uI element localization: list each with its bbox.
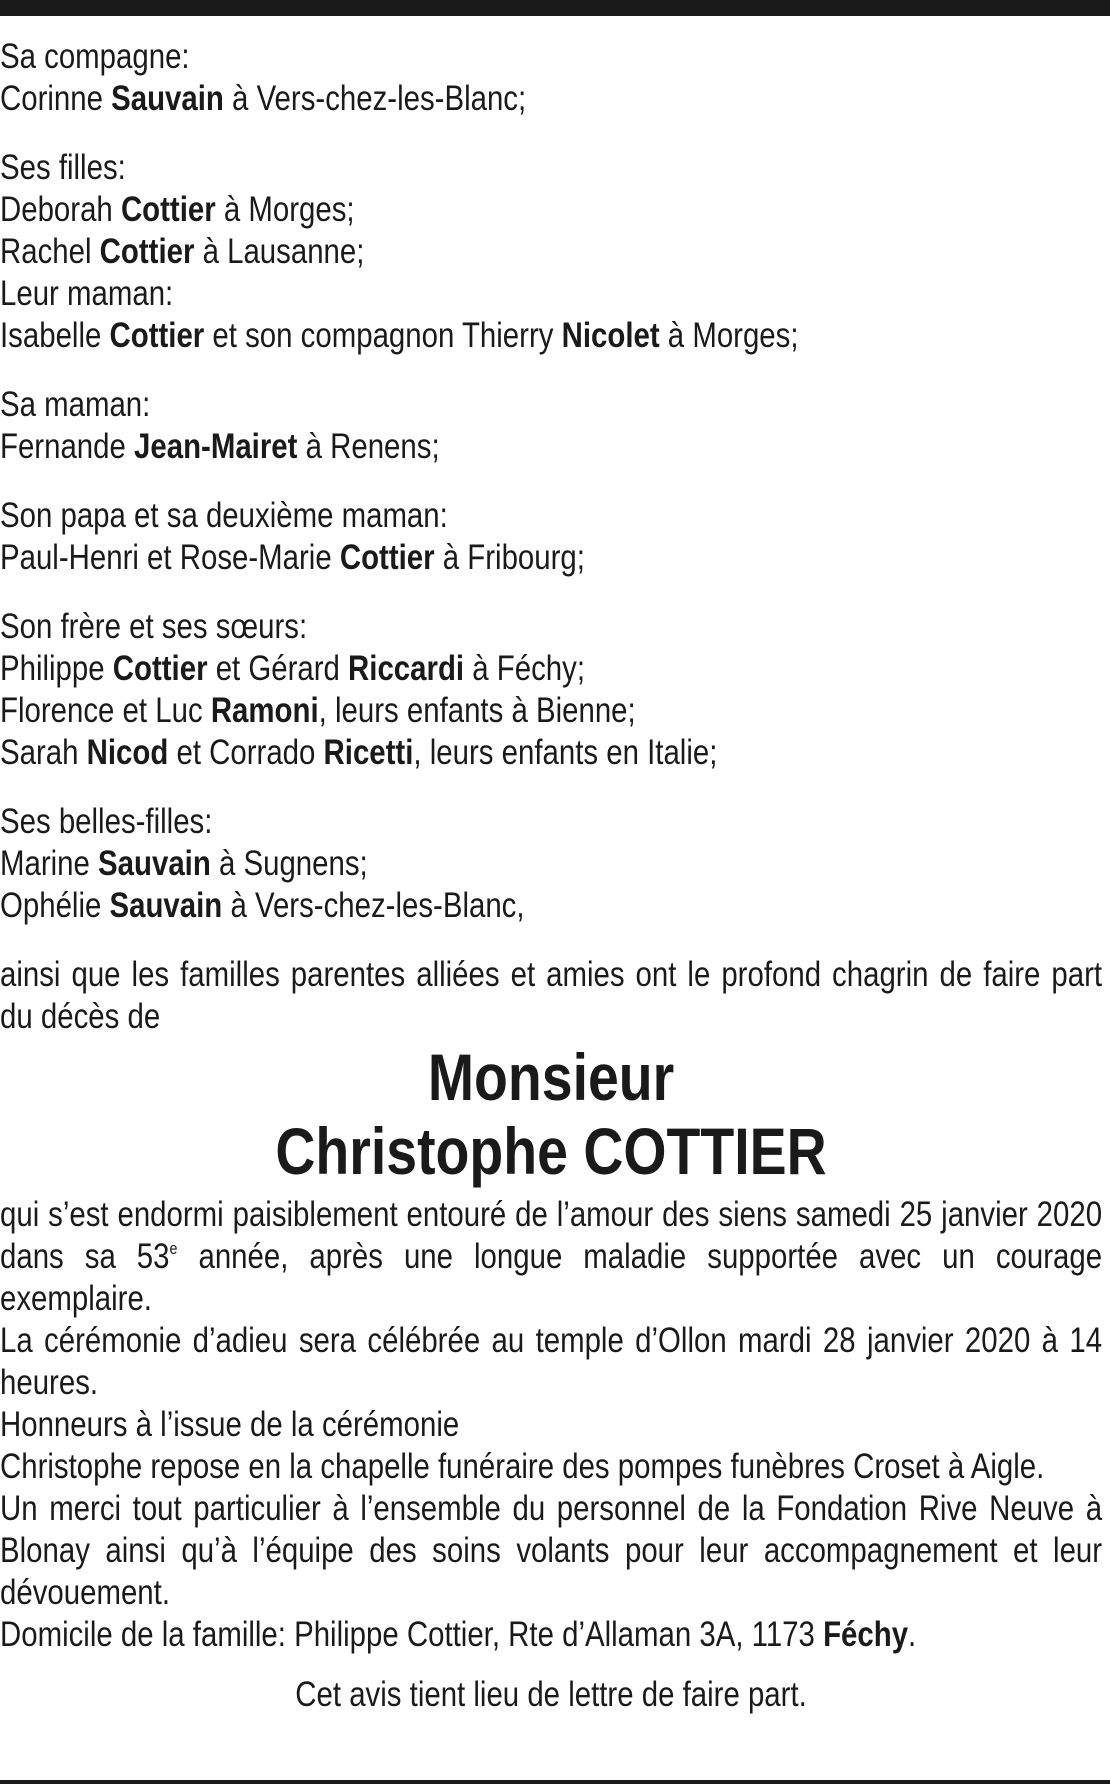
obituary-notice (0, 36, 1102, 1751)
deceased-honorific: Monsieur (427, 1040, 675, 1114)
body-paragraph-thanks: Un merci tout particulier à l’ensemble du personnel de la Fondation Rive Neuve à Blonay ainsi qu’à l’équipe des soins volants pour leur accompagnement et leur dévouement. (0, 1489, 1103, 1612)
intro-text: ainsi que les familles parentes alliées et amies ont le profond chagrin de faire part du décès de (0, 955, 1103, 1036)
family-surname: Sauvain (98, 844, 211, 883)
family-line: Sarah Nicod et Corrado Ricetti, leurs enfants en Italie; (0, 733, 718, 772)
family-surname: Nicolet (561, 316, 660, 355)
family-heading: Sa compagne: (0, 37, 190, 76)
family-surname: Cottier (109, 316, 205, 355)
deceased-fullname: Christophe COTTIER (275, 1114, 827, 1188)
deceased-name (0, 1040, 1102, 1188)
family-daughters (0, 147, 1102, 357)
body-paragraph-domicile: Domicile de la famille: Philippe Cottier, Rte d’Allaman 3A, 1173 Féchy. (0, 1615, 917, 1654)
family-surname: Ricetti (323, 733, 414, 772)
announcement-intro (0, 954, 1102, 1038)
body-paragraph-death: qui s’est endormi paisiblement entouré de l’amour des siens samedi 25 janvier 2020 dans sa 53e année, après une longue maladie supportée avec un courage exemplaire. (0, 1195, 1103, 1318)
announcement-body (0, 1194, 1102, 1656)
family-subheading: Leur maman: (0, 274, 174, 313)
family-surname: Nicod (86, 733, 169, 772)
closing-note: Cet avis tient lieu de lettre de faire part. (295, 1675, 807, 1714)
body-paragraph-ceremony: La cérémonie d’adieu sera célébrée au temple d’Ollon mardi 28 janvier 2020 à 14 heures. (0, 1321, 1103, 1402)
family-line: Rachel Cottier à Lausanne; (0, 232, 365, 271)
body-paragraph-honours: Honneurs à l’issue de la cérémonie (0, 1405, 460, 1444)
family-father (0, 495, 1102, 579)
family-heading: Son papa et sa deuxième maman: (0, 496, 448, 535)
family-heading: Son frère et ses sœurs: (0, 607, 308, 646)
family-line: Ophélie Sauvain à Vers-chez-les-Blanc, (0, 886, 525, 925)
family-heading: Ses filles: (0, 148, 126, 187)
family-surname: Sauvain (109, 886, 223, 925)
family-surname: Riccardi (348, 649, 465, 688)
family-siblings (0, 606, 1102, 774)
family-line: Florence et Luc Ramoni, leurs enfants à Bienne; (0, 691, 636, 730)
family-surname: Cottier (120, 190, 216, 229)
family-heading: Ses belles-filles: (0, 802, 213, 841)
family-surname: Cottier (112, 649, 208, 688)
family-line: Paul-Henri et Rose-Marie Cottier à Fribourg; (0, 538, 585, 577)
family-heading: Sa maman: (0, 385, 151, 424)
family-line: Marine Sauvain à Sugnens; (0, 844, 368, 883)
bottom-rule (0, 1780, 1110, 1784)
family-line: Deborah Cottier à Morges; (0, 190, 355, 229)
family-surname: Jean-Mairet (134, 427, 298, 466)
family-line: Philippe Cottier et Gérard Riccardi à Féchy; (0, 649, 585, 688)
family-surname: Cottier (99, 232, 195, 271)
family-surname: Cottier (339, 538, 435, 577)
family-line: Corinne Sauvain à Vers-chez-les-Blanc; (0, 79, 527, 118)
family-stepdaughters (0, 801, 1102, 927)
body-paragraph-chapel: Christophe repose en la chapelle funéraire des pompes funèbres Croset à Aigle. (0, 1447, 1045, 1486)
family-mother (0, 384, 1102, 468)
top-rule (0, 0, 1110, 16)
family-companion (0, 36, 1102, 120)
family-line: Isabelle Cottier et son compagnon Thierry Nicolet à Morges; (0, 316, 799, 355)
family-line: Fernande Jean-Mairet à Renens; (0, 427, 440, 466)
family-surname: Ramoni (210, 691, 319, 730)
family-surname: Sauvain (111, 79, 224, 118)
